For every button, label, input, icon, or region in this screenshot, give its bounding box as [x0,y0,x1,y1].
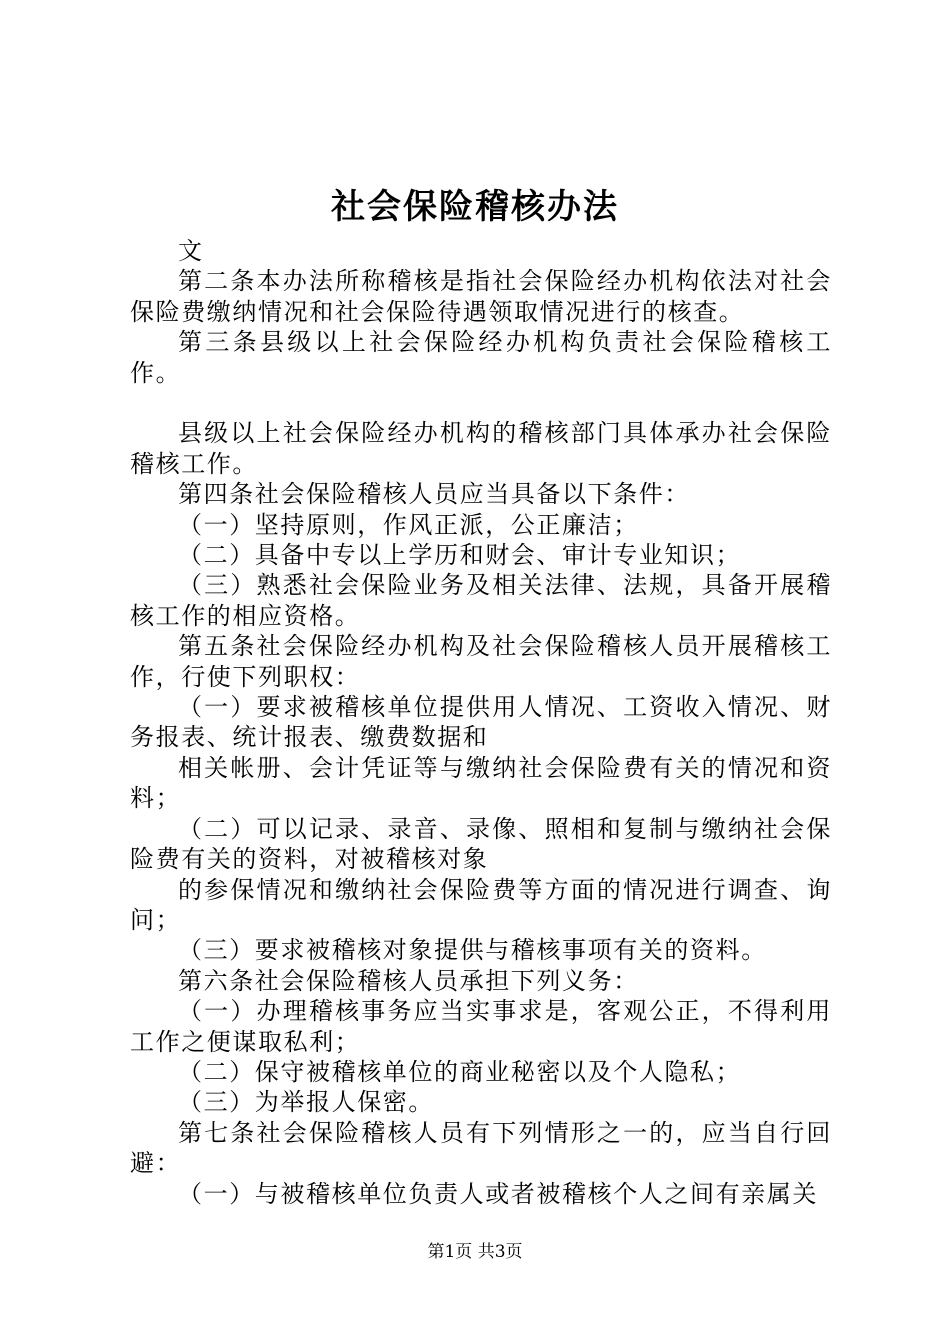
paragraph-article-6-item-2: （二）保守被稽核单位的商业秘密以及个人隐私； [178,1057,742,1086]
paragraph-article-4: 第四条社会保险稽核人员应当具备以下条件： [178,480,690,509]
paragraph-article-4-item-3: （三）熟悉社会保险业务及相关法律、法规，具备开展稽核工作的相应资格。 [130,571,832,630]
blank-line [130,388,832,418]
paragraph-article-5-item-2: （二）可以记录、录音、录像、照相和复制与缴纳社会保险费有关的资料，对被稽核对象 [130,814,832,874]
paragraph-article-3-clause: 县级以上社会保险经办机构的稽核部门具体承办社会保险稽核工作。 [130,419,832,478]
paragraph-article-6: 第六条社会保险稽核人员承担下列义务： [178,966,639,995]
page-footer: 第1页 共3页 [427,1242,523,1262]
document-title: 社会保险稽核办法 [331,187,619,227]
paragraph-article-4-item-2: （二）具备中专以上学历和财会、审计专业知识； [178,541,742,570]
paragraph-article-5-item-1-cont: 相关帐册、会计凭证等与缴纳社会保险费有关的情况和资料； [130,753,832,813]
paragraph-article-5: 第五条社会保险经办机构及社会保险稽核人员开展稽核工作，行使下列职权： [130,632,832,691]
document-body [130,236,832,1209]
paragraph-article-2: 第二条本办法所称稽核是指社会保险经办机构依法对社会保险费缴纳情况和社会保险待遇领取情况进行的核查。 [130,267,832,326]
paragraph-article-7: 第七条社会保险稽核人员有下列情形之一的，应当自行回避： [130,1118,832,1178]
paragraph-article-5-item-3: （三）要求被稽核对象提供与稽核事项有关的资料。 [178,936,767,965]
paragraph-article-7-item-1: （一）与被稽核单位负责人或者被稽核个人之间有亲属关 [178,1179,818,1208]
paragraph-article-5-item-1: （一）要求被稽核单位提供用人情况、工资收入情况、财务报表、统计报表、缴费数据和 [130,693,832,752]
paragraph-article-5-item-2-cont: 的参保情况和缴纳社会保险费等方面的情况进行调查、询问； [130,875,832,934]
paragraph-article-4-item-1: （一）坚持原则，作风正派，公正廉洁； [178,510,639,539]
paragraph-article-6-item-1: （一）办理稽核事务应当实事求是，客观公正，不得利用工作之便谋取私利； [130,997,832,1056]
paragraph-article-3: 第三条县级以上社会保险经办机构负责社会保险稽核工作。 [130,328,832,387]
paragraph-article-6-item-3: （三）为举报人保密。 [178,1088,434,1117]
paragraph-wen: 文 [178,237,204,265]
